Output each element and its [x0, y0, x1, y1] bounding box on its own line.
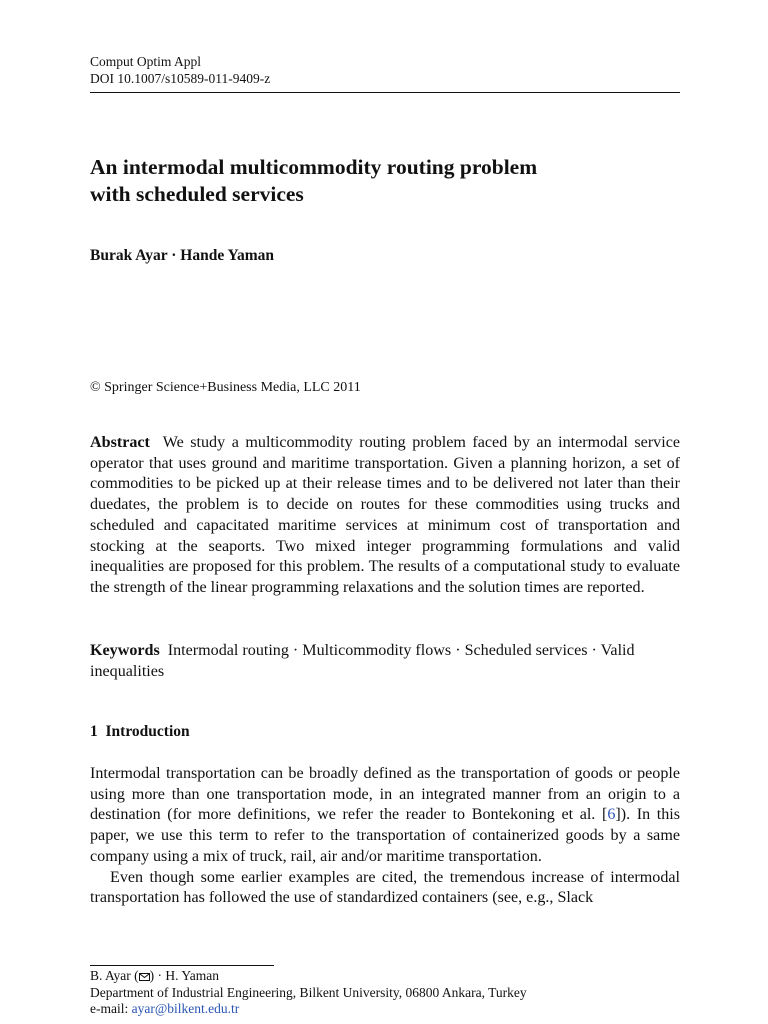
abstract — [90, 433, 680, 599]
email-label: e-mail: — [90, 1001, 129, 1016]
section-title: Introduction — [105, 723, 190, 740]
section-heading — [90, 723, 190, 741]
paragraph — [90, 764, 680, 868]
copyright-notice: © Springer Science+Business Media, LLC 2011 — [90, 380, 361, 395]
paragraph-text: ]). In this paper, we use this term to refer to the transportation of containerized goods by a same company using a mix of truck, rail, air and/or maritime transportation. — [90, 806, 680, 865]
paragraph-text: Intermodal transportation can be broadly defined as the transportation of goods or people using more than one transportation mode, in an integrated manner from an origin to a destination (for more definitions, we refer the reader to Bontekoning et al. [ — [90, 765, 680, 824]
keywords — [90, 641, 680, 682]
footnote — [90, 968, 690, 1018]
citation-link[interactable]: 6 — [607, 806, 616, 824]
title-line-1: An intermodal multicommodity routing problem — [90, 155, 538, 179]
doi[interactable]: DOI 10.1007/s10589-011-9409-z — [90, 71, 271, 86]
authors: Burak Ayar · Hande Yaman — [90, 247, 275, 264]
footnote-authors — [90, 968, 690, 985]
abstract-label: Abstract — [90, 434, 150, 451]
journal-name: Comput Optim Appl — [90, 54, 202, 69]
section-number: 1 — [90, 723, 98, 740]
envelope-icon — [139, 973, 150, 981]
keywords-label: Keywords — [90, 642, 160, 659]
footnote-affiliation: Department of Industrial Engineering, Bilkent University, 06800 Ankara, Turkey — [90, 984, 527, 1000]
paragraph: Even though some earlier examples are cited, the tremendous increase of intermodal transportation has followed the use of standardized containers (see, e.g., Slack — [90, 868, 680, 907]
footnote-author-1: B. Ayar ( — [90, 968, 139, 983]
email-link[interactable]: ayar@bilkent.edu.tr — [131, 1001, 240, 1016]
paper-title — [90, 154, 680, 208]
header-rule — [90, 92, 680, 93]
footnote-email-line — [90, 1001, 690, 1018]
footnote-author-2: ) · H. Yaman — [149, 968, 220, 983]
journal-header — [90, 53, 680, 87]
keywords-text: Intermodal routing · Multicommodity flows · Scheduled services · Valid inequalities — [90, 642, 635, 680]
abstract-text: We study a multicommodity routing problem faced by an intermodal service operator that uses ground and maritime transportation. Given a planning horizon, a set of commodities to be picked up at their release times and to be delivered not later than their duedates, the problem is to decide on routes for these commodities using trucks and scheduled and capacitated maritime services at minimum cost of transportation and stocking at the seaports. Two mixed integer programming formulations and valid inequalities are proposed for this problem. The results of a computational study to evaluate the strength of the linear programming relaxations and the solution times are reported. — [90, 434, 680, 596]
footnote-rule — [90, 965, 274, 966]
introduction-body — [90, 764, 680, 909]
title-line-2: with scheduled services — [90, 182, 304, 206]
